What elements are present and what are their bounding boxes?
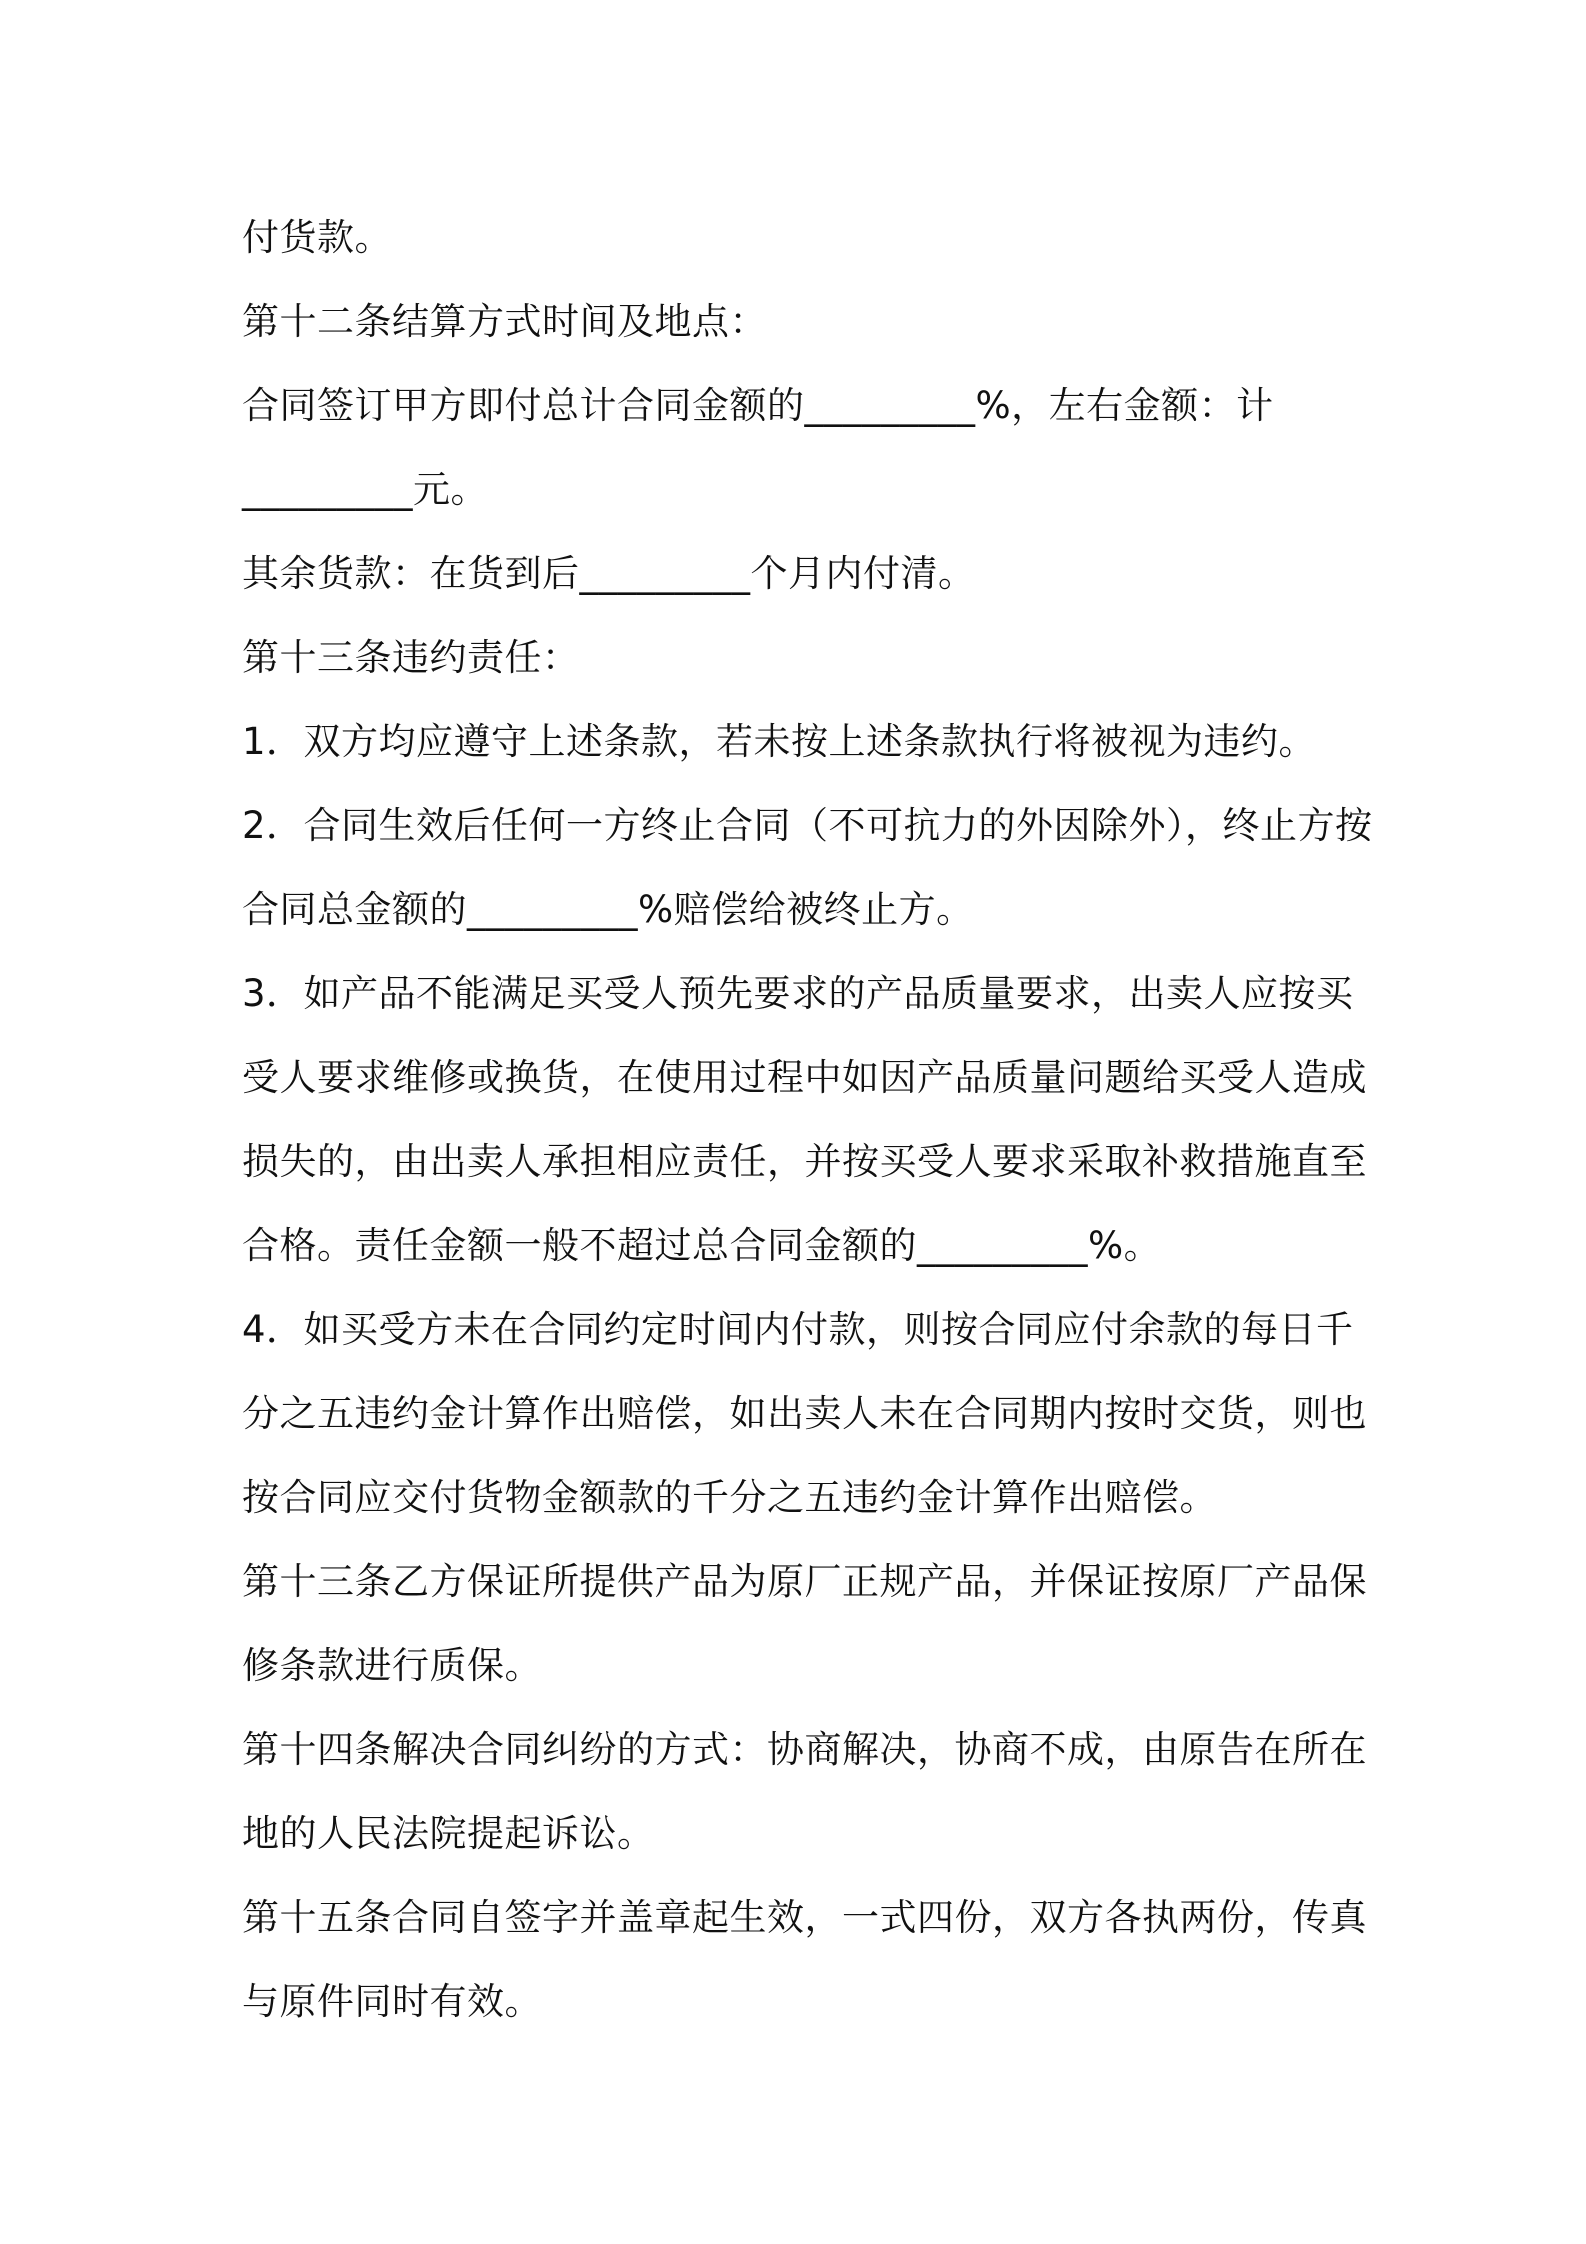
- article-13b-text: 第十三条乙方保证所提供产品为原厂正规产品，并保证按原厂产品保: [242, 1560, 1367, 1603]
- text-line: 合同签订甲方即付总计合同金额的_________%，左右金额：计: [242, 384, 1274, 427]
- text-line: 1．双方均应遵守上述条款，若未按上述条款执行将被视为违约。: [242, 720, 1317, 763]
- text-line: _________元。: [242, 468, 488, 511]
- contract-text: [242, 196, 1373, 2044]
- text-line: 3．如产品不能满足买受人预先要求的产品质量要求，出卖人应按买: [242, 972, 1354, 1015]
- text-line: 合同总金额的_________%赔偿给被终止方。: [242, 888, 974, 931]
- text-line-payment-end: 付货款。: [242, 216, 392, 259]
- text-line: 2．合同生效后任何一方终止合同（不可抗力的外因除外），终止方按: [242, 804, 1373, 847]
- text-line: 分之五违约金计算作出赔偿，如出卖人未在合同期内按时交货，则也: [242, 1392, 1367, 1435]
- text-line: 地的人民法院提起诉讼。: [242, 1812, 655, 1855]
- text-line: 其余货款：在货到后_________个月内付清。: [242, 552, 976, 595]
- article-12-heading: 第十二条结算方式时间及地点：: [242, 300, 767, 343]
- article-14-text: 第十四条解决合同纠纷的方式：协商解决，协商不成，由原告在所在: [242, 1728, 1367, 1771]
- article-15-text: 第十五条合同自签字并盖章起生效，一式四份，双方各执两份，传真: [242, 1896, 1367, 1939]
- text-line: 按合同应交付货物金额款的千分之五违约金计算作出赔偿。: [242, 1476, 1217, 1519]
- text-line: 损失的，由出卖人承担相应责任，并按买受人要求采取补救措施直至: [242, 1140, 1367, 1183]
- text-line: 与原件同时有效。: [242, 1980, 542, 2023]
- text-line: 合格。责任金额一般不超过总合同金额的_________%。: [242, 1224, 1162, 1267]
- text-line: 受人要求维修或换货，在使用过程中如因产品质量问题给买受人造成: [242, 1056, 1367, 1099]
- article-13-heading: 第十三条违约责任：: [242, 636, 580, 679]
- text-line: 4．如买受方未在合同约定时间内付款，则按合同应付余款的每日千: [242, 1308, 1354, 1351]
- text-line: 修条款进行质保。: [242, 1644, 542, 1687]
